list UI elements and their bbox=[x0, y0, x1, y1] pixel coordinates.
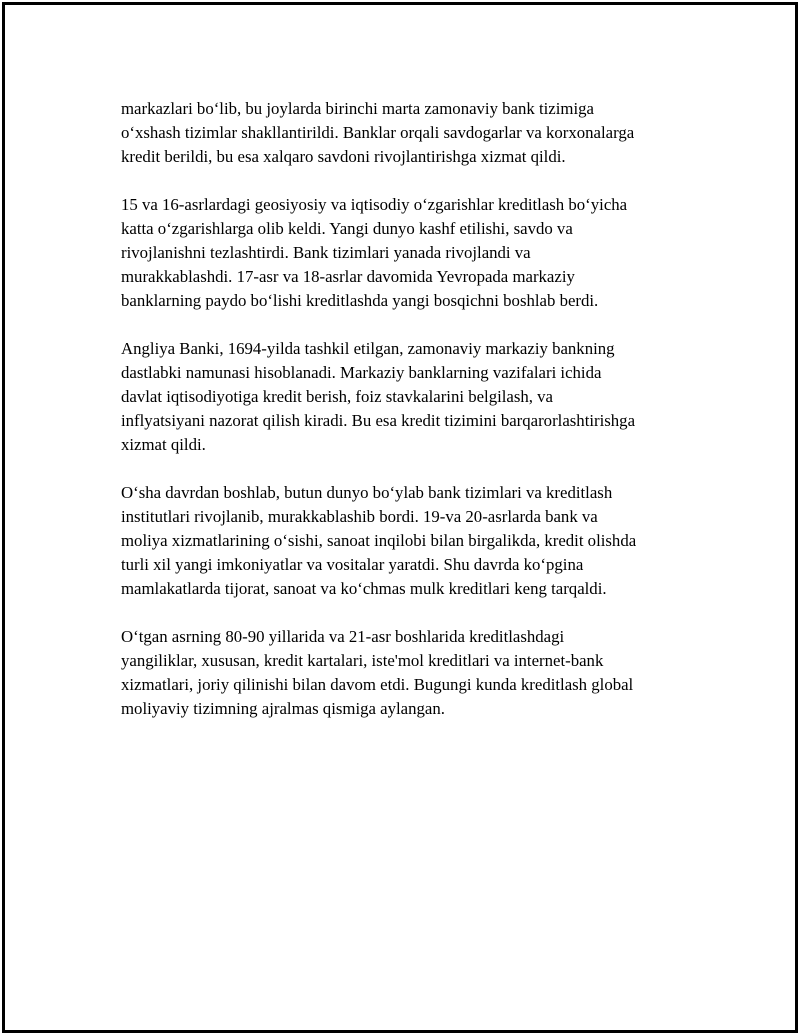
text-line: xizmatlari, joriy qilinishi bilan davom etdi. Bugungi kunda kreditlash global bbox=[121, 675, 634, 694]
text-line: moliya xizmatlarining o‘sishi, sanoat inqilobi bilan birgalikda, kredit olishda bbox=[121, 531, 637, 550]
text-line: Angliya Banki, 1694-yilda tashkil etilgan, zamonaviy markaziy bankning bbox=[121, 339, 615, 358]
document-body bbox=[121, 97, 691, 745]
document-page bbox=[2, 2, 798, 1033]
text-line: murakkablashdi. 17-asr va 18-asrlar davomida Yevropada markaziy bbox=[121, 267, 575, 286]
text-line: mamlakatlarda tijorat, sanoat va ko‘chmas mulk kreditlari keng tarqaldi. bbox=[121, 579, 607, 598]
text-line: markazlari bo‘lib, bu joylarda birinchi marta zamonaviy bank tizimiga bbox=[121, 99, 594, 118]
text-line: davlat iqtisodiyotiga kredit berish, foiz stavkalarini belgilash, va bbox=[121, 387, 554, 406]
text-line: katta o‘zgarishlarga olib keldi. Yangi dunyo kashf etilishi, savdo va bbox=[121, 219, 573, 238]
text-line: 15 va 16-asrlardagi geosiyosiy va iqtisodiy o‘zgarishlar kreditlash bo‘yicha bbox=[121, 195, 628, 214]
text-line: dastlabki namunasi hisoblanadi. Markaziy banklarning vazifalari ichida bbox=[121, 363, 602, 382]
text-line: rivojlanishni tezlashtirdi. Bank tizimlari yanada rivojlandi va bbox=[121, 243, 531, 262]
text-line: kredit berildi, bu esa xalqaro savdoni rivojlantirishga xizmat qildi. bbox=[121, 147, 566, 166]
text-line: xizmat qildi. bbox=[121, 435, 206, 454]
text-line: yangiliklar, xususan, kredit kartalari, iste'mol kreditlari va internet-bank bbox=[121, 651, 604, 670]
paragraph-2 bbox=[121, 193, 691, 313]
text-line: banklarning paydo bo‘lishi kreditlashda yangi bosqichni boshlab berdi. bbox=[121, 291, 599, 310]
paragraph-5 bbox=[121, 625, 691, 721]
text-line: O‘tgan asrning 80-90 yillarida va 21-asr boshlarida kreditlashdagi bbox=[121, 627, 565, 646]
paragraph-1 bbox=[121, 97, 691, 169]
text-line: o‘xshash tizimlar shakllantirildi. Banklar orqali savdogarlar va korxonalarga bbox=[121, 123, 635, 142]
paragraph-4 bbox=[121, 481, 691, 601]
text-line: O‘sha davrdan boshlab, butun dunyo bo‘ylab bank tizimlari va kreditlash bbox=[121, 483, 613, 502]
text-line: inflyatsiyani nazorat qilish kiradi. Bu esa kredit tizimini barqarorlashtirishga bbox=[121, 411, 636, 430]
text-line: institutlari rivojlanib, murakkablashib bordi. 19-va 20-asrlarda bank va bbox=[121, 507, 598, 526]
text-line: moliyaviy tizimning ajralmas qismiga aylangan. bbox=[121, 699, 445, 718]
paragraph-3 bbox=[121, 337, 691, 457]
text-line: turli xil yangi imkoniyatlar va vositalar yaratdi. Shu davrda ko‘pgina bbox=[121, 555, 584, 574]
